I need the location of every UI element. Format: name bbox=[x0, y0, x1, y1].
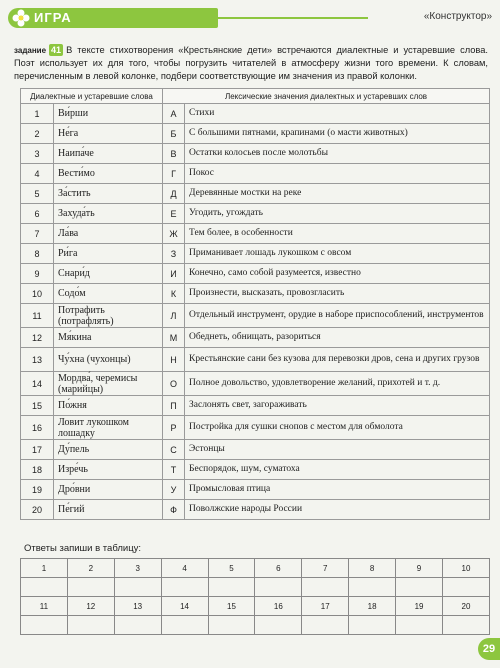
answer-number-cell: 18 bbox=[349, 597, 396, 616]
meaning-letter: Ж bbox=[163, 224, 185, 244]
table-row bbox=[21, 304, 490, 328]
meaning-letter: С bbox=[163, 440, 185, 460]
page-number: 29 bbox=[478, 638, 500, 660]
dialect-word: Дро́вни bbox=[54, 480, 163, 500]
answer-input-cell[interactable] bbox=[21, 616, 68, 635]
meaning-text: Обеднеть, обнищать, разориться bbox=[185, 328, 490, 348]
answer-input-cell[interactable] bbox=[161, 616, 208, 635]
answer-input-cell[interactable] bbox=[67, 578, 114, 597]
meaning-letter: Е bbox=[163, 204, 185, 224]
answer-input-cell[interactable] bbox=[349, 578, 396, 597]
row-number: 11 bbox=[21, 304, 54, 328]
meaning-text: Конечно, само собой разумеется, известно bbox=[185, 264, 490, 284]
answer-number-cell: 7 bbox=[302, 559, 349, 578]
words-table bbox=[20, 88, 490, 520]
meaning-text: Тем более, в особенности bbox=[185, 224, 490, 244]
meaning-letter: Т bbox=[163, 460, 185, 480]
meaning-text: Приманивает лошадь лукошком с овсом bbox=[185, 244, 490, 264]
answer-numbers-row bbox=[21, 559, 490, 578]
answer-input-cell[interactable] bbox=[302, 616, 349, 635]
meaning-letter: Г bbox=[163, 164, 185, 184]
column-header-meanings: Лексические значения диалектных и устаревших слов bbox=[163, 89, 490, 104]
answer-number-cell: 13 bbox=[114, 597, 161, 616]
dialect-word: Мордва́, черемисы (марийцы) bbox=[54, 372, 163, 396]
table-row bbox=[21, 264, 490, 284]
table-row bbox=[21, 480, 490, 500]
answer-number-cell: 10 bbox=[442, 559, 489, 578]
row-number: 4 bbox=[21, 164, 54, 184]
dialect-word: Ви́рши bbox=[54, 104, 163, 124]
answer-table bbox=[20, 558, 490, 635]
table-row bbox=[21, 372, 490, 396]
table-row bbox=[21, 500, 490, 520]
answer-number-cell: 9 bbox=[396, 559, 443, 578]
answer-number-cell: 6 bbox=[255, 559, 302, 578]
row-number: 14 bbox=[21, 372, 54, 396]
meaning-letter: О bbox=[163, 372, 185, 396]
answer-number-cell: 8 bbox=[349, 559, 396, 578]
meaning-text: Покос bbox=[185, 164, 490, 184]
dialect-word: Наипа́че bbox=[54, 144, 163, 164]
meaning-text: Деревянные мостки на реке bbox=[185, 184, 490, 204]
row-number: 19 bbox=[21, 480, 54, 500]
meaning-letter: К bbox=[163, 284, 185, 304]
row-number: 13 bbox=[21, 348, 54, 372]
dialect-word: Изре́чь bbox=[54, 460, 163, 480]
answer-number-cell: 20 bbox=[442, 597, 489, 616]
task-number-badge: 41 bbox=[51, 45, 62, 55]
table-row bbox=[21, 244, 490, 264]
meaning-text: Поволжские народы России bbox=[185, 500, 490, 520]
meaning-text: Заслонять свет, загораживать bbox=[185, 396, 490, 416]
meaning-text: Отдельный инструмент, орудие в наборе приспособлений, инструментов bbox=[185, 304, 490, 328]
answer-input-cell[interactable] bbox=[442, 616, 489, 635]
answer-blank-row bbox=[21, 578, 490, 597]
meaning-text: Крестьянские сани без кузова для перевозки дров, сена и других грузов bbox=[185, 348, 490, 372]
row-number: 12 bbox=[21, 328, 54, 348]
dialect-word: Снари́д bbox=[54, 264, 163, 284]
table-row bbox=[21, 164, 490, 184]
answer-number-cell: 3 bbox=[114, 559, 161, 578]
answer-numbers-row bbox=[21, 597, 490, 616]
meaning-letter: Б bbox=[163, 124, 185, 144]
answer-number-cell: 15 bbox=[208, 597, 255, 616]
table-row bbox=[21, 204, 490, 224]
meaning-text: Эстонцы bbox=[185, 440, 490, 460]
flower-icon bbox=[12, 9, 30, 27]
meaning-letter: З bbox=[163, 244, 185, 264]
table-row bbox=[21, 396, 490, 416]
row-number: 8 bbox=[21, 244, 54, 264]
answer-number-cell: 16 bbox=[255, 597, 302, 616]
row-number: 3 bbox=[21, 144, 54, 164]
dialect-word: Потрафить (потрафлять) bbox=[54, 304, 163, 328]
row-number: 9 bbox=[21, 264, 54, 284]
section-title: ИГРА bbox=[34, 10, 72, 25]
answer-input-cell[interactable] bbox=[396, 578, 443, 597]
answer-number-cell: 19 bbox=[396, 597, 443, 616]
answer-input-cell[interactable] bbox=[114, 578, 161, 597]
meaning-letter: А bbox=[163, 104, 185, 124]
table-row bbox=[21, 328, 490, 348]
table-row bbox=[21, 348, 490, 372]
table-row bbox=[21, 184, 490, 204]
dialect-word: Захуда́ть bbox=[54, 204, 163, 224]
answer-input-cell[interactable] bbox=[114, 616, 161, 635]
dialect-word: По́жня bbox=[54, 396, 163, 416]
answer-number-cell: 17 bbox=[302, 597, 349, 616]
answer-input-cell[interactable] bbox=[396, 616, 443, 635]
answer-number-cell: 14 bbox=[161, 597, 208, 616]
meaning-text: Полное довольство, удовлетворение желаний, прихотей и т. д. bbox=[185, 372, 490, 396]
section-name: «Конструктор» bbox=[423, 11, 492, 22]
dialect-word: Ду́пель bbox=[54, 440, 163, 460]
table-row bbox=[21, 416, 490, 440]
header-bar bbox=[8, 8, 492, 28]
meaning-letter: Р bbox=[163, 416, 185, 440]
meaning-text: Стихи bbox=[185, 104, 490, 124]
meaning-letter: Л bbox=[163, 304, 185, 328]
meaning-letter: Д bbox=[163, 184, 185, 204]
dialect-word: Не́га bbox=[54, 124, 163, 144]
meaning-text: Остатки колосьев после молотьбы bbox=[185, 144, 490, 164]
table-row bbox=[21, 284, 490, 304]
answer-number-cell: 5 bbox=[208, 559, 255, 578]
meaning-letter: П bbox=[163, 396, 185, 416]
answer-number-cell: 11 bbox=[21, 597, 68, 616]
row-number: 16 bbox=[21, 416, 54, 440]
dialect-word: Мя́кина bbox=[54, 328, 163, 348]
task-description bbox=[14, 44, 488, 82]
meaning-text: Промысловая птица bbox=[185, 480, 490, 500]
column-header-words: Диалектные и устаревшие слова bbox=[21, 89, 163, 104]
answer-blank-row bbox=[21, 616, 490, 635]
meaning-text: Произнести, высказать, провозгласить bbox=[185, 284, 490, 304]
answer-input-cell[interactable] bbox=[161, 578, 208, 597]
dialect-word: Вести́мо bbox=[54, 164, 163, 184]
table-row bbox=[21, 224, 490, 244]
dialect-word: Ловит лукошком лошадку bbox=[54, 416, 163, 440]
task-label: задание bbox=[14, 46, 47, 55]
answer-number-cell: 12 bbox=[67, 597, 114, 616]
answer-input-cell[interactable] bbox=[255, 616, 302, 635]
row-number: 20 bbox=[21, 500, 54, 520]
table-row bbox=[21, 124, 490, 144]
dialect-word: Пе́гий bbox=[54, 500, 163, 520]
table-row bbox=[21, 440, 490, 460]
row-number: 17 bbox=[21, 440, 54, 460]
table-row bbox=[21, 144, 490, 164]
meaning-text: Беспорядок, шум, суматоха bbox=[185, 460, 490, 480]
dialect-word: Чу́хна (чухонцы) bbox=[54, 348, 163, 372]
answer-input-cell[interactable] bbox=[208, 616, 255, 635]
row-number: 2 bbox=[21, 124, 54, 144]
row-number: 1 bbox=[21, 104, 54, 124]
row-number: 7 bbox=[21, 224, 54, 244]
task-text: В тексте стихотворения «Крестьянские дети» встречаются диалектные и устаревшие слова. Поэт использует их для того, чтобы погрузить читателей в атмосферу жизни того времени. К словам, перечисленным в левой колонке, подбери соответствующие им значения из правой колонки. bbox=[14, 45, 488, 81]
meaning-text: Постройка для сушки снопов с местом для обмолота bbox=[185, 416, 490, 440]
answer-input-cell[interactable] bbox=[349, 616, 396, 635]
row-number: 5 bbox=[21, 184, 54, 204]
dialect-word: Ри́га bbox=[54, 244, 163, 264]
row-number: 10 bbox=[21, 284, 54, 304]
meaning-letter: Ф bbox=[163, 500, 185, 520]
answer-number-cell: 4 bbox=[161, 559, 208, 578]
dialect-word: Содо́м bbox=[54, 284, 163, 304]
row-number: 15 bbox=[21, 396, 54, 416]
meaning-text: Угодить, угождать bbox=[185, 204, 490, 224]
table-row bbox=[21, 460, 490, 480]
answer-number-cell: 1 bbox=[21, 559, 68, 578]
row-number: 18 bbox=[21, 460, 54, 480]
dialect-word: Ла́ва bbox=[54, 224, 163, 244]
header-divider bbox=[208, 17, 368, 19]
answer-instruction: Ответы запиши в таблицу: bbox=[24, 543, 142, 554]
dialect-word: За́стить bbox=[54, 184, 163, 204]
meaning-letter: У bbox=[163, 480, 185, 500]
meaning-letter: М bbox=[163, 328, 185, 348]
table-row bbox=[21, 104, 490, 124]
meaning-text: С большими пятнами, крапинами (о масти животных) bbox=[185, 124, 490, 144]
answer-input-cell[interactable] bbox=[208, 578, 255, 597]
answer-input-cell[interactable] bbox=[302, 578, 349, 597]
meaning-letter: Н bbox=[163, 348, 185, 372]
meaning-letter: В bbox=[163, 144, 185, 164]
answer-number-cell: 2 bbox=[67, 559, 114, 578]
answer-input-cell[interactable] bbox=[67, 616, 114, 635]
row-number: 6 bbox=[21, 204, 54, 224]
answer-input-cell[interactable] bbox=[442, 578, 489, 597]
meaning-letter: И bbox=[163, 264, 185, 284]
answer-input-cell[interactable] bbox=[21, 578, 68, 597]
answer-input-cell[interactable] bbox=[255, 578, 302, 597]
